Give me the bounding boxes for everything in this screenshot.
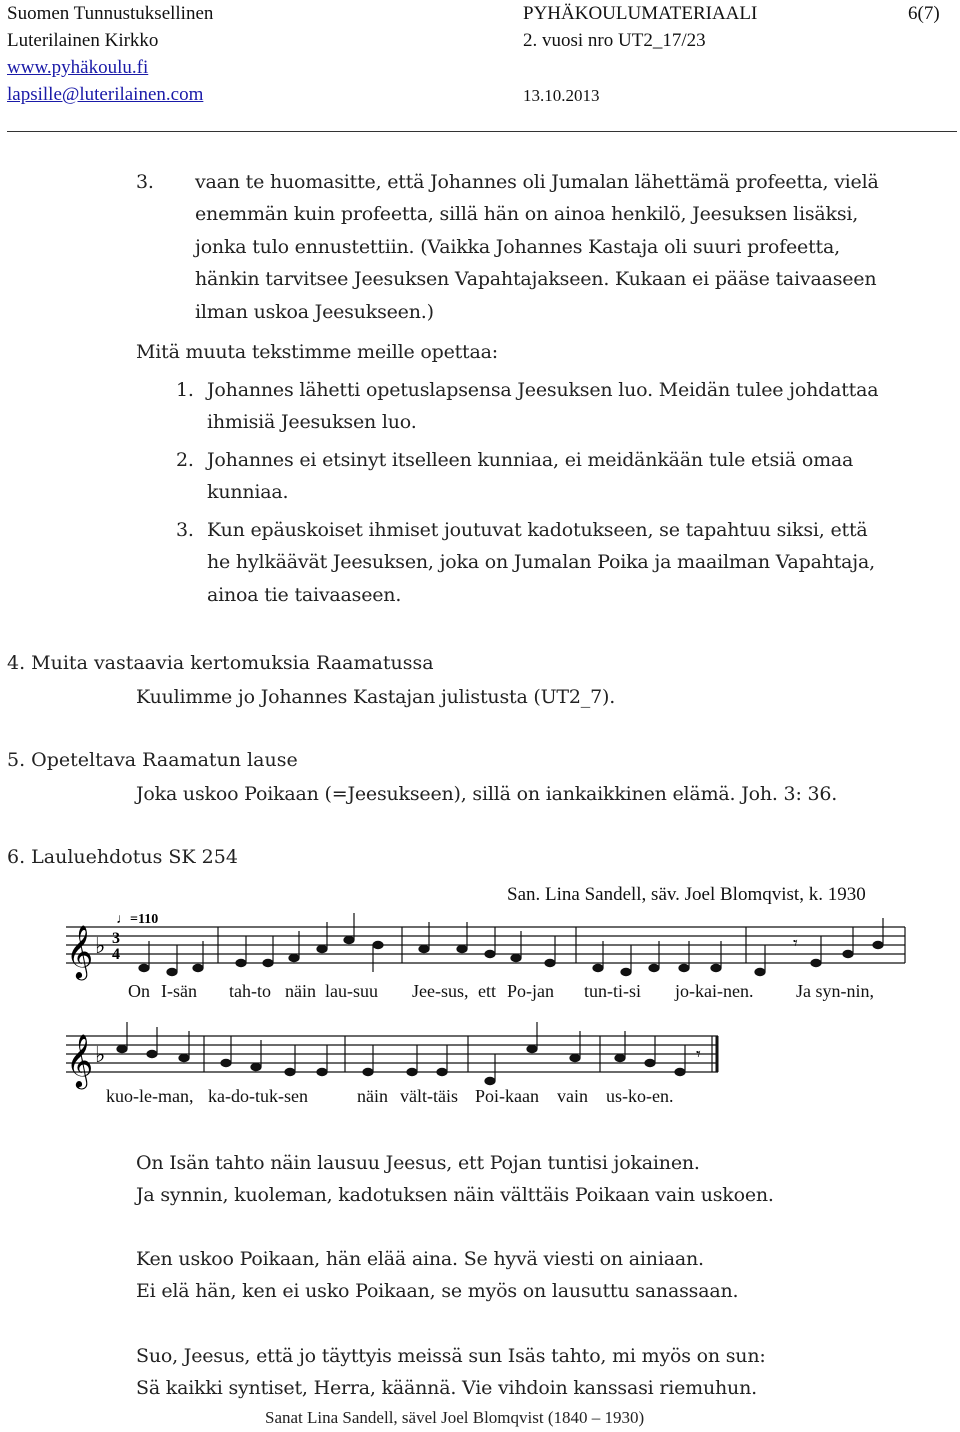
verse-line: On Isän tahto näin lausuu Jeesus, ett Pojan tuntisi jokainen.: [136, 1152, 700, 1174]
eighth-rest-icon: 𝄾: [696, 1044, 701, 1064]
lyric-syllable: kuo-le-man,: [106, 1086, 194, 1106]
verse-line: Sä kaikki syntiset, Herra, käännä. Vie vihdoin kanssasi riemuhun.: [136, 1377, 757, 1399]
list-item-line: kunniaa.: [207, 481, 289, 503]
lyric-syllable: näin: [285, 981, 316, 1001]
treble-clef-icon: 𝄞: [66, 926, 94, 977]
lyric-syllable: ka-do-tuk-sen: [208, 1086, 308, 1106]
lyric-syllable: Poi-kaan: [475, 1086, 539, 1106]
lyric-syllable: jo-kai-nen.: [675, 981, 754, 1001]
list-item-line: Kun epäuskoiset ihmiset joutuvat kadotukseen, se tapahtuu siksi, että: [207, 519, 868, 541]
lyric-syllable: tah-to: [229, 981, 271, 1001]
lyric-syllable: vält-täis: [400, 1086, 458, 1106]
flat-sign-icon: ♭: [95, 933, 106, 958]
verse-line: Suo, Jeesus, että jo täyttyis meissä sun Isäs tahto, mi myös on sun:: [136, 1345, 766, 1367]
point-3-line: vaan te huomasitte, että Johannes oli Jumalan lähettämä profeetta, vielä: [195, 171, 879, 193]
point-3-line: enemmän kuin profeetta, sillä hän on ainoa henkilö, Jeesuksen lisäksi,: [195, 203, 859, 225]
section-5-heading: 5. Opeteltava Raamatun lause: [7, 749, 298, 771]
verse-line: Ja synnin, kuoleman, kadotuksen näin välttäis Poikaan vain uskoen.: [136, 1184, 774, 1206]
list-item-line: he hylkäävät Jeesuksen, joka on Jumalan Poika ja maailman Vapahtaja,: [207, 551, 875, 573]
website-link[interactable]: www.pyhäkoulu.fi: [7, 57, 149, 78]
lyric-syllable: tun-ti-si: [584, 981, 641, 1001]
lyric-syllable: ett: [478, 981, 496, 1001]
verse-line: Ken uskoo Poikaan, hän elää aina. Se hyvä viesti on ainiaan.: [136, 1248, 704, 1270]
material-title: PYHÄKOULUMATERIAALI: [523, 3, 758, 24]
list-item-number: 2.: [176, 449, 194, 471]
header-divider: [7, 131, 957, 132]
lyric-syllable: lau-suu: [325, 981, 378, 1001]
issue-number: 2. vuosi nro UT2_17/23: [523, 30, 706, 51]
lyric-syllable: Ja syn-nin,: [796, 981, 874, 1001]
point-3-line: hänkin tarvitsee Jeesuksen Vapahtajakseen. Kukaan ei pääse taivaaseen: [195, 268, 877, 290]
lyric-syllable: vain: [557, 1086, 588, 1106]
verse-line: Ei elä hän, ken ei usko Poikaan, se myös on lausuttu sanassaan.: [136, 1280, 739, 1302]
page-number: 6(7): [908, 3, 940, 24]
treble-clef-icon: 𝄞: [66, 1035, 94, 1086]
point-3-number: 3.: [136, 171, 154, 193]
point-3-line: jonka tulo ennustettiin. (Vaikka Johannes Kastaja oli suuri profeetta,: [195, 236, 840, 258]
email-link[interactable]: lapsille@luterilainen.com: [7, 84, 204, 105]
org-name-line1: Suomen Tunnustuksellinen: [7, 3, 214, 24]
section-6-heading: 6. Lauluehdotus SK 254: [7, 846, 238, 868]
section-4-text: Kuulimme jo Johannes Kastajan julistusta (UT2_7).: [136, 686, 616, 708]
time-signature-top: 3: [112, 930, 120, 947]
list-item-number: 1.: [176, 379, 194, 401]
sheet-music-staff-1: [60, 905, 920, 1017]
eighth-rest-icon: 𝄾: [793, 933, 798, 953]
teaching-heading: Mitä muuta tekstimme meille opettaa:: [136, 341, 498, 363]
section-5-text: Joka uskoo Poikaan (=Jeesukseen), sillä on iankaikkinen elämä. Joh. 3: 36.: [136, 783, 838, 805]
org-name-line2: Luterilainen Kirkko: [7, 30, 159, 51]
flat-sign-icon: ♭: [95, 1042, 106, 1067]
sheet-music-staff-2: [60, 1020, 920, 1110]
lyric-syllable: Po-jan: [507, 981, 554, 1001]
list-item-line: ihmisiä Jeesuksen luo.: [207, 411, 417, 433]
list-item-line: Johannes ei etsinyt itselleen kunniaa, ei meidänkään tule etsiä omaa: [207, 449, 854, 471]
section-4-heading: 4. Muita vastaavia kertomuksia Raamatussa: [7, 652, 434, 674]
lyric-syllable: Jee-sus,: [412, 981, 469, 1001]
list-item-number: 3.: [176, 519, 194, 541]
list-item-line: Johannes lähetti opetuslapsensa Jeesuksen luo. Meidän tulee johdattaa: [207, 379, 879, 401]
time-signature-bottom: 4: [112, 946, 120, 963]
lyric-syllable: näin: [357, 1086, 388, 1106]
lyric-syllable: On: [128, 981, 150, 1001]
tempo-mark: ♩=110: [116, 912, 159, 927]
list-item-line: ainoa tie taivaaseen.: [207, 584, 402, 606]
document-date: 13.10.2013: [523, 86, 600, 105]
song-credit: Sanat Lina Sandell, sävel Joel Blomqvist (1840 – 1930): [265, 1408, 645, 1427]
lyric-syllable: us-ko-en.: [606, 1086, 674, 1106]
lyric-syllable: I-sän: [161, 981, 197, 1001]
point-3-line: ilman uskoa Jeesukseen.): [195, 301, 434, 323]
music-credit: San. Lina Sandell, säv. Joel Blomqvist, k. 1930: [507, 884, 866, 905]
